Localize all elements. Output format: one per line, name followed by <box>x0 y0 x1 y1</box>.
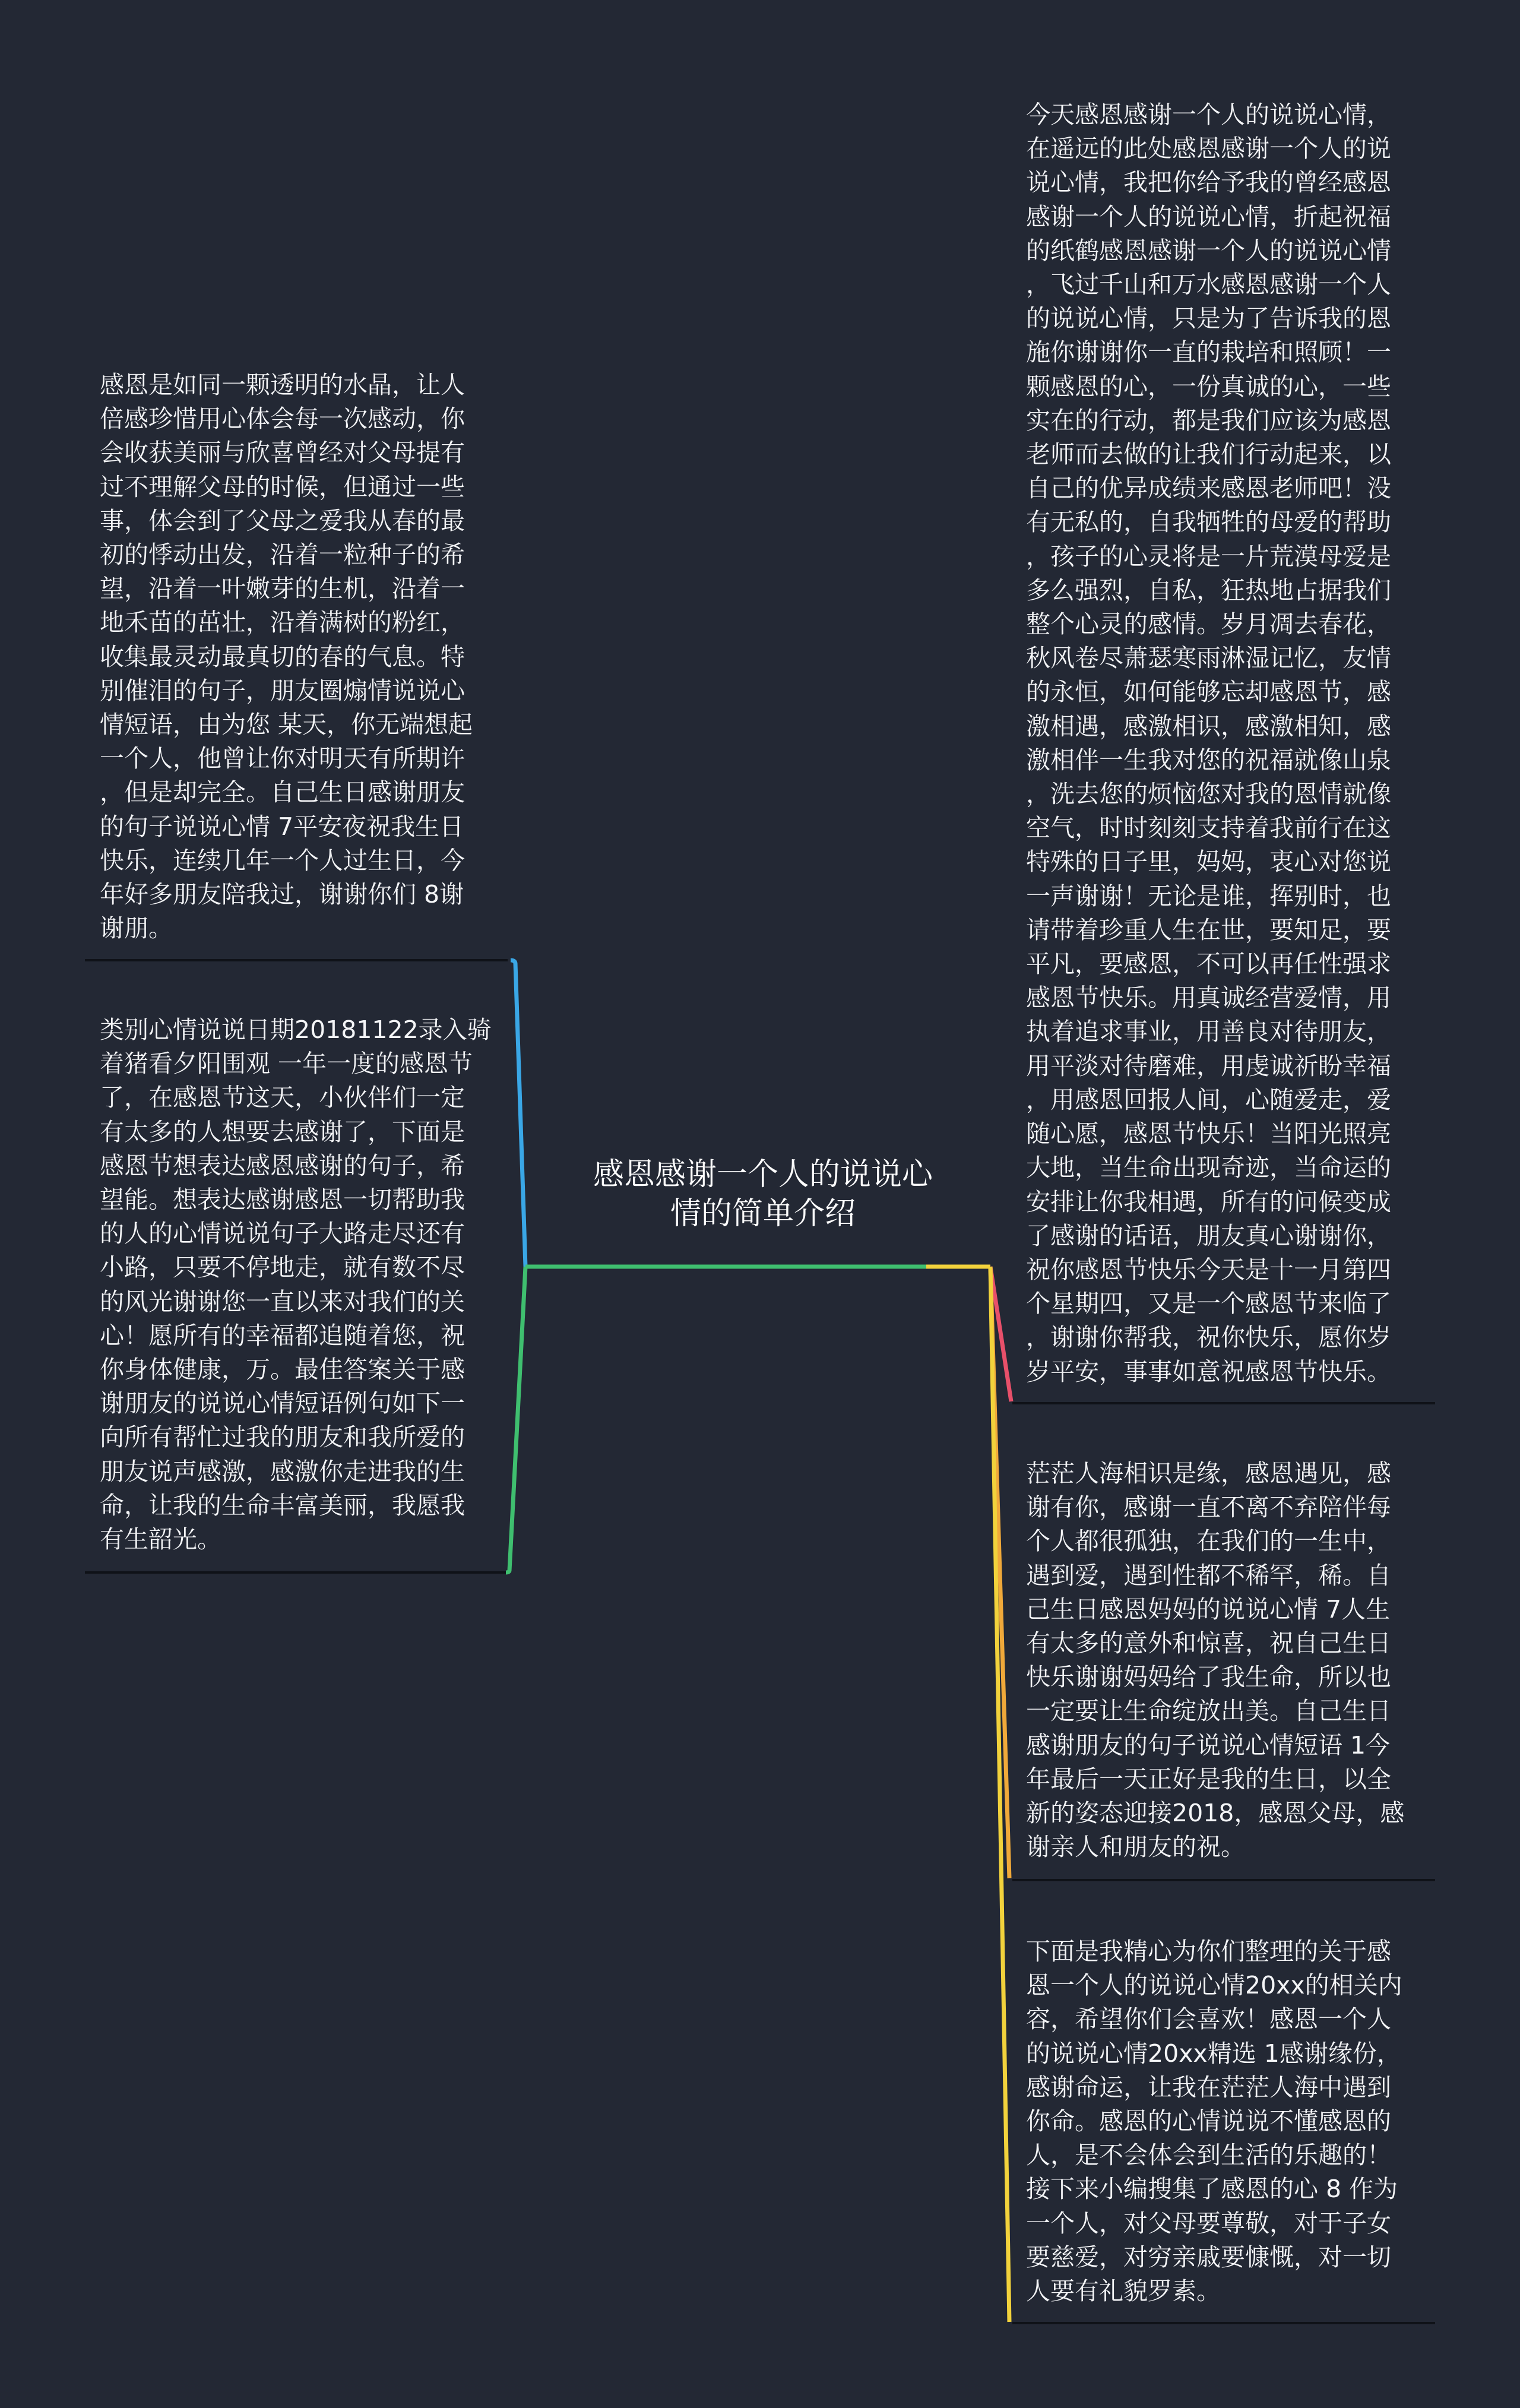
right-node-2-text: 茫茫人海相识是缘，感恩遇见，感 谢有你，感谢一直不离不弃陪伴每 个人都很孤独，在我们的一生中， 遇到爱，遇到性都不稀罕，稀。自 己生日感恩妈妈的说说心情 7人生 有太多的意外和惊喜，祝自己生日 快乐谢谢妈妈给了我生命，所以也 一定要让生命绽放出美。自己生日 感谢朋友的句子说说心情短语 1今 年最后一天正好是我的生日，以全 新的姿态迎接2018，感恩父母，感 谢亲人和朋友的祝。 <box>1026 1459 1405 1862</box>
connector-left-1 <box>511 960 525 1267</box>
right-node-1-text: 今天感恩感谢一个人的说说心情， 在遥远的此处感恩感谢一个人的说 说心情，我把你给予我的曾经感恩 感谢一个人的说说心情，折起祝福 的纸鹤感恩感谢一个人的说说心情 ，飞过千山和万水感恩感谢一个人 的说说心情，只是为了告诉我的恩 施你谢谢你一直的栽培和照顾！一 颗感恩的心，一份真诚的心，一些 实在的行动，都是我们应该为感恩 老师而去做的让我们行动起来，以 自己的优异成绩来感恩老师吧！没 有无私的，自我牺牲的母爱的帮助 ，孩子的心灵将是一片荒漠母爱是 多么强烈，自私，狂热地占据我们 整个心灵的感情。岁月凋去春花， 秋风卷尽萧瑟寒雨淋湿记忆，友情 的永恒，如何能够忘却感恩节，感 激相遇，感激相识，感激相知，感 激相伴一生我对您的祝福就像山泉 ，洗去您的烦恼您对我的恩情就像 空气，时时刻刻支持着我前行在这 特殊的日子里，妈妈，衷心对您说 一声谢谢！无论是谁，挥别时，也 请带着珍重人生在世，要知足，要 平凡，要感恩，不可以再任性强求 感恩节快乐。用真诚经营爱情，用 执着追求事业，用善良对待朋友， 用平淡对待磨难，用虔诚祈盼幸福 ，用感恩回报人间，心随爱走，爱 随心愿，感恩节快乐！当阳光照亮 大地，当生命出现奇迹，当命运的 安排让你我相遇，所有的问候变成 了感谢的话语，朋友真心谢谢你， 祝你感恩节快乐今天是十一月第四 个星期四，又是一个感恩节来临了 ，谢谢你帮我，祝你快乐，愿你岁 岁平安，事事如意祝感恩节快乐。 <box>1026 100 1391 1386</box>
right-node-3-text: 下面是我精心为你们整理的关于感 恩一个人的说说心情20xx的相关内 容，希望你们会喜欢！感恩一个人 的说说心情20xx精选 1感谢缘份， 感谢命运，让我在茫茫人海中遇到 你命。感恩的心情说说不懂感恩的 人，是不会体会到生活的乐趣的！ 接下来小编搜集了感恩的心 8 作为 一个人，对父母要尊敬，对于子女 要慈爱，对穷亲戚要慷慨，对一切 人要有礼貌罗素。 <box>1026 1937 1402 2306</box>
left-node-2-text: 类别心情说说日期20181122录入骑 着猪看夕阳围观 一年一度的感恩节 了，在感恩节这天，小伙伴们一定 有太多的人想要去感谢了，下面是 感恩节想表达感恩感谢的句子，希 望能。想表达感谢感恩一切帮助我 的人的心情说说句子大路走尽还有 小路，只要不停地走，就有数不尽 的风光谢谢您一直以来对我们的关 心！愿所有的幸福都追随着您，祝 你身体健康，万。最佳答案关于感 谢朋友的说说心情短语例句如下一 向所有帮忙过我的朋友和我所爱的 朋友说声感激，感激你走进我的生 命，让我的生命丰富美丽，我愿我 有生韶光。 <box>100 1015 492 1554</box>
left-node-1-text: 感恩是如同一颗透明的水晶，让人 倍感珍惜用心体会每一次感动，你 会收获美丽与欣喜曾经对父母提有 过不理解父母的时候，但通过一些 事，体会到了父母之爱我从春的最 初的悸动出发，沿着一粒种子的希 望，沿着一叶嫩芽的生机，沿着一 地禾苗的茁壮，沿着满树的粉红， 收集最灵动最真切的春的气息。特 别催泪的句子，朋友圈煽情说说心 情短语，由为您 某天，你无端想起 一个人，他曾让你对明天有所期许 ，但是却完全。自己生日感谢朋友 的句子说说心情 7平安夜祝我生日 快乐，连续几年一个人过生日，今 年好多朋友陪我过，谢谢你们 8谢 谢朋。 <box>100 371 473 943</box>
center-topic-title: 感恩感谢一个人的说说心 情的简单介绍 <box>593 1157 933 1232</box>
connector-left-2 <box>506 1267 525 1572</box>
